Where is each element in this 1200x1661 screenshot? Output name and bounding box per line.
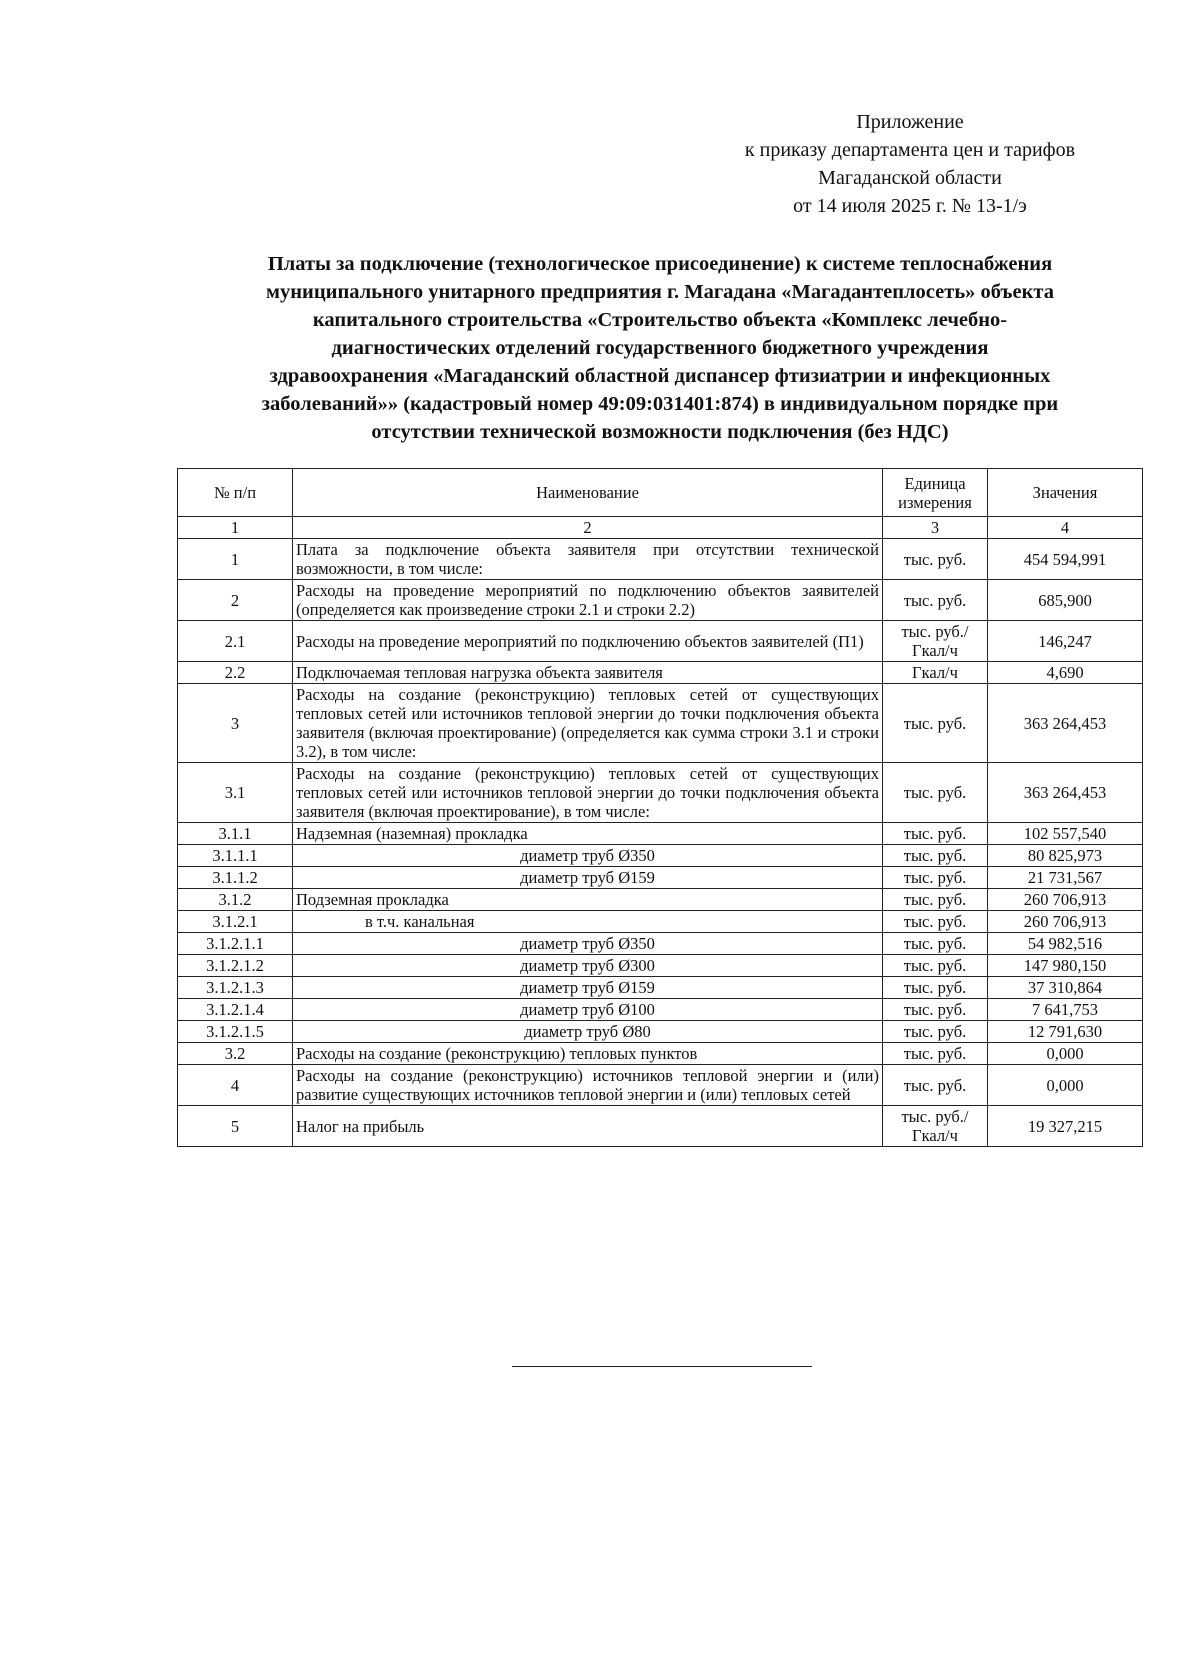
row-unit: тыс. руб./ Гкал/ч xyxy=(883,1106,988,1147)
row-value: 54 982,516 xyxy=(988,933,1143,955)
header-unit: Единица измерения xyxy=(883,469,988,517)
column-number: 4 xyxy=(988,517,1143,539)
row-value: 363 264,453 xyxy=(988,684,1143,763)
row-value: 260 706,913 xyxy=(988,911,1143,933)
row-unit: тыс. руб./ Гкал/ч xyxy=(883,621,988,662)
column-number: 1 xyxy=(178,517,293,539)
row-number: 3.1.2.1.1 xyxy=(178,933,293,955)
row-value: 102 557,540 xyxy=(988,823,1143,845)
row-name: Расходы на создание (реконструкцию) тепловых пунктов xyxy=(293,1043,883,1065)
row-name: Надземная (наземная) прокладка xyxy=(293,823,883,845)
table-row xyxy=(178,580,1143,621)
row-number: 3.1.1 xyxy=(178,823,293,845)
row-number: 3.1 xyxy=(178,763,293,823)
table-row xyxy=(178,867,1143,889)
row-name: Расходы на проведение мероприятий по подключению объектов заявителей (П1) xyxy=(293,621,883,662)
row-unit: тыс. руб. xyxy=(883,977,988,999)
row-unit: тыс. руб. xyxy=(883,889,988,911)
row-unit: тыс. руб. xyxy=(883,684,988,763)
table-row xyxy=(178,1106,1143,1147)
appendix-line: от 14 июля 2025 г. № 13-1/э xyxy=(793,195,1027,217)
row-unit: тыс. руб. xyxy=(883,539,988,580)
document-title xyxy=(180,250,1140,446)
row-number: 1 xyxy=(178,539,293,580)
table-body xyxy=(178,539,1143,1147)
row-name: Подземная прокладка xyxy=(293,889,883,911)
row-number: 2 xyxy=(178,580,293,621)
row-value: 37 310,864 xyxy=(988,977,1143,999)
table-row xyxy=(178,955,1143,977)
row-number: 3.1.2.1.2 xyxy=(178,955,293,977)
table-row xyxy=(178,823,1143,845)
row-value: 7 641,753 xyxy=(988,999,1143,1021)
title-line: отсутствии технической возможности подключения (без НДС) xyxy=(371,421,949,443)
row-unit: тыс. руб. xyxy=(883,823,988,845)
header-num: № п/п xyxy=(178,469,293,517)
row-value: 19 327,215 xyxy=(988,1106,1143,1147)
row-name: диаметр труб Ø350 xyxy=(293,933,883,955)
table-row xyxy=(178,977,1143,999)
tariff-table xyxy=(177,468,1143,1147)
row-name: диаметр труб Ø350 xyxy=(293,845,883,867)
title-line: муниципального унитарного предприятия г. Магадана «Магадантеплосеть» объекта xyxy=(266,281,1054,303)
row-number: 3.1.2 xyxy=(178,889,293,911)
appendix-header xyxy=(700,108,1120,220)
table-row xyxy=(178,999,1143,1021)
table-row xyxy=(178,763,1143,823)
row-value: 454 594,991 xyxy=(988,539,1143,580)
row-name: в т.ч. канальная xyxy=(293,911,883,933)
column-number: 2 xyxy=(293,517,883,539)
table-row xyxy=(178,621,1143,662)
row-name: диаметр труб Ø300 xyxy=(293,955,883,977)
row-value: 260 706,913 xyxy=(988,889,1143,911)
row-unit: тыс. руб. xyxy=(883,1065,988,1106)
row-name: Расходы на создание (реконструкцию) источников тепловой энергии и (или) развитие существующих источников тепловой энергии и (или) тепловых сетей xyxy=(293,1065,883,1106)
table-row xyxy=(178,1065,1143,1106)
row-unit: тыс. руб. xyxy=(883,1021,988,1043)
row-name: Расходы на создание (реконструкцию) тепловых сетей от существующих тепловых сетей или источников тепловой энергии до точки подключения объекта заявителя (включая проектирование) (определяется как сумма строки 3.1 и строки 3.2), в том числе: xyxy=(293,684,883,763)
table-row xyxy=(178,845,1143,867)
row-unit: тыс. руб. xyxy=(883,845,988,867)
row-unit: тыс. руб. xyxy=(883,580,988,621)
title-line: здравоохранения «Магаданский областной диспансер фтизиатрии и инфекционных xyxy=(269,365,1051,387)
row-value: 12 791,630 xyxy=(988,1021,1143,1043)
row-unit: тыс. руб. xyxy=(883,867,988,889)
row-name: Расходы на создание (реконструкцию) тепловых сетей от существующих тепловых сетей или источников тепловой энергии до точки подключения объекта заявителя (включая проектирование), в том числе: xyxy=(293,763,883,823)
row-value: 4,690 xyxy=(988,662,1143,684)
title-line: заболеваний»» (кадастровый номер 49:09:031401:874) в индивидуальном порядке при xyxy=(261,393,1059,415)
table-row xyxy=(178,539,1143,580)
row-unit: тыс. руб. xyxy=(883,763,988,823)
row-name: диаметр труб Ø159 xyxy=(293,977,883,999)
row-name: Налог на прибыль xyxy=(293,1106,883,1147)
row-value: 80 825,973 xyxy=(988,845,1143,867)
appendix-line: к приказу департамента цен и тарифов xyxy=(744,139,1076,161)
appendix-line: Магаданской области xyxy=(818,167,1002,189)
row-number: 4 xyxy=(178,1065,293,1106)
table-row xyxy=(178,1043,1143,1065)
row-name: Подключаемая тепловая нагрузка объекта заявителя xyxy=(293,662,883,684)
row-value: 685,900 xyxy=(988,580,1143,621)
row-name: Расходы на проведение мероприятий по подключению объектов заявителей (определяется как произведение строки 2.1 и строки 2.2) xyxy=(293,580,883,621)
row-unit: тыс. руб. xyxy=(883,955,988,977)
row-number: 3.1.2.1.4 xyxy=(178,999,293,1021)
row-number: 3.1.2.1 xyxy=(178,911,293,933)
row-unit: тыс. руб. xyxy=(883,999,988,1021)
row-name: диаметр труб Ø100 xyxy=(293,999,883,1021)
column-number: 3 xyxy=(883,517,988,539)
header-value: Значения xyxy=(988,469,1143,517)
table-row xyxy=(178,1021,1143,1043)
title-line: капитального строительства «Строительство объекта «Комплекс лечебно- xyxy=(312,309,1008,331)
row-number: 5 xyxy=(178,1106,293,1147)
row-value: 363 264,453 xyxy=(988,763,1143,823)
row-number: 3 xyxy=(178,684,293,763)
row-value: 146,247 xyxy=(988,621,1143,662)
title-line: Платы за подключение (технологическое присоединение) к системе теплоснабжения xyxy=(267,253,1053,275)
table-row xyxy=(178,662,1143,684)
row-name: Плата за подключение объекта заявителя при отсутствии технической возможности, в том числе: xyxy=(293,539,883,580)
row-number: 3.1.1.2 xyxy=(178,867,293,889)
table-row xyxy=(178,933,1143,955)
title-line: диагностических отделений государственного бюджетного учреждения xyxy=(331,337,989,359)
column-number-row xyxy=(178,517,1143,539)
row-unit: тыс. руб. xyxy=(883,911,988,933)
row-number: 3.1.2.1.3 xyxy=(178,977,293,999)
table-header-row xyxy=(178,469,1143,517)
row-number: 3.2 xyxy=(178,1043,293,1065)
row-name: диаметр труб Ø159 xyxy=(293,867,883,889)
row-value: 0,000 xyxy=(988,1043,1143,1065)
row-value: 147 980,150 xyxy=(988,955,1143,977)
header-name: Наименование xyxy=(293,469,883,517)
row-number: 2.2 xyxy=(178,662,293,684)
row-unit: Гкал/ч xyxy=(883,662,988,684)
table-row xyxy=(178,684,1143,763)
appendix-line: Приложение xyxy=(856,111,964,133)
row-value: 21 731,567 xyxy=(988,867,1143,889)
row-value: 0,000 xyxy=(988,1065,1143,1106)
table-row xyxy=(178,889,1143,911)
row-number: 3.1.1.1 xyxy=(178,845,293,867)
row-unit: тыс. руб. xyxy=(883,933,988,955)
row-name: диаметр труб Ø80 xyxy=(293,1021,883,1043)
table-row xyxy=(178,911,1143,933)
row-number: 2.1 xyxy=(178,621,293,662)
row-number: 3.1.2.1.5 xyxy=(178,1021,293,1043)
row-unit: тыс. руб. xyxy=(883,1043,988,1065)
footer-divider xyxy=(512,1366,812,1367)
